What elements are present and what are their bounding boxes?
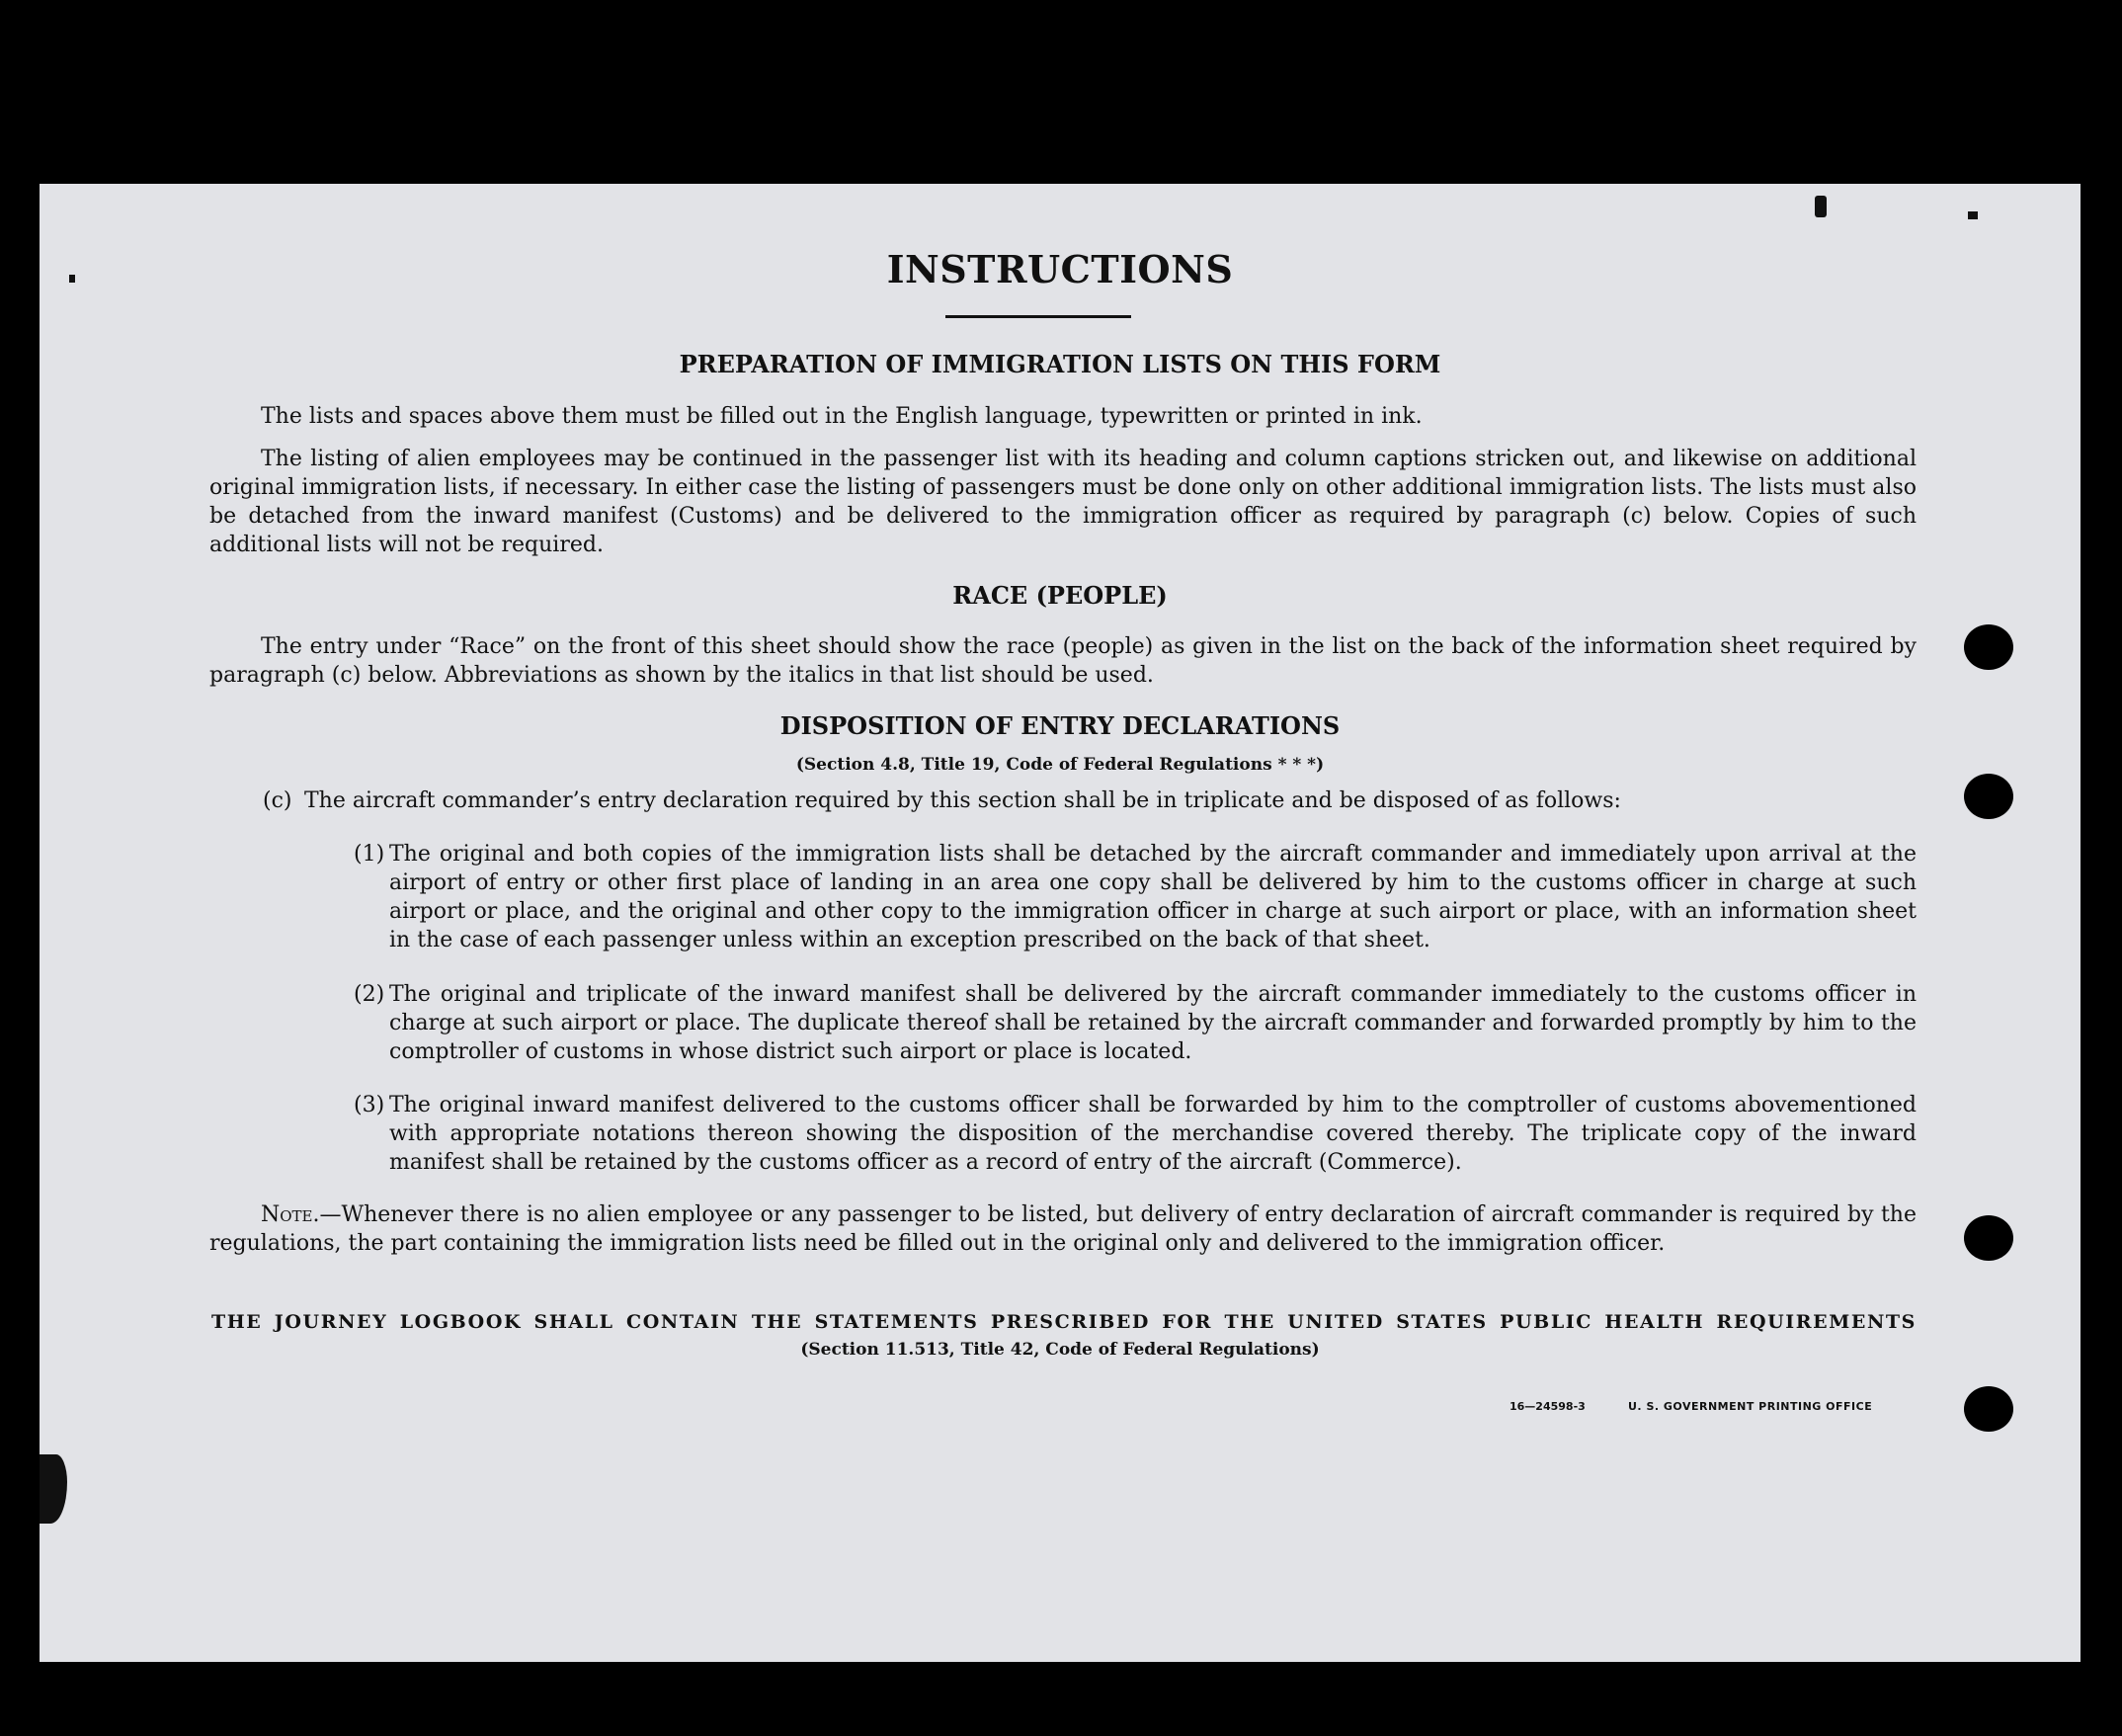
- logbook-statement: THE JOURNEY LOGBOOK SHALL CONTAIN THE STATEMENTS PRESCRIBED FOR THE UNITED STATES PUBLIC HEALTH REQUIREMENTS: [211, 1311, 1917, 1333]
- title-underline: [945, 315, 1131, 318]
- binder-hole: [1964, 624, 2013, 670]
- scan-speck: [1968, 211, 1978, 219]
- list-item: [354, 1091, 1917, 1177]
- list-item: [354, 840, 1917, 954]
- binder-hole: [1964, 774, 2013, 819]
- preparation-paragraph-1: The lists and spaces above them must be filled out in the English language, typewritten or printed in ink.: [261, 404, 1423, 429]
- document-page: [40, 184, 2081, 1662]
- intro-label: (c): [263, 788, 292, 813]
- binder-hole: [1964, 1386, 2013, 1432]
- race-paragraph: The entry under “Race” on the front of this sheet should show the race (people) as given in the list on the back of the information sheet required by paragraph (c) below. Abbreviations as shown by the italics in that list should be used.: [209, 634, 1917, 688]
- preparation-paragraph-2: The listing of alien employees may be continued in the passenger list with its heading and column captions stricken out, and likewise on additional original immigration lists, if necessary. In either case the listing of passengers must be done only on other additional immigration lists. The lists must also be detached from the inward manifest (Customs) and be delivered to the immigration officer as required by paragraph (c) below. Copies of such additional lists will not be required.: [209, 447, 1917, 557]
- disposition-intro: [263, 786, 1917, 815]
- preparation-heading: PREPARATION OF IMMIGRATION LISTS ON THIS FORM: [679, 350, 1441, 378]
- list-item: [354, 980, 1917, 1066]
- page-tear: [40, 1454, 67, 1524]
- printer-imprint: U. S. GOVERNMENT PRINTING OFFICE: [1628, 1400, 1873, 1413]
- disposition-heading: DISPOSITION OF ENTRY DECLARATIONS: [779, 711, 1341, 740]
- item-number: (1): [354, 842, 385, 867]
- race-heading: RACE (PEOPLE): [952, 581, 1168, 610]
- item-number: (2): [354, 982, 385, 1007]
- intro-text: The aircraft commander’s entry declaration required by this section shall be in triplicate and be disposed of as follows:: [304, 788, 1621, 813]
- item-number: (3): [354, 1093, 385, 1117]
- note-text: —Whenever there is no alien employee or any passenger to be listed, but delivery of entry declaration of aircraft commander is required by the regulations, the part containing the immigration lists need be filled out in the original only and delivered to the immigration officer.: [209, 1202, 1917, 1256]
- disposition-citation: (Section 4.8, Title 19, Code of Federal Regulations * * *): [795, 755, 1325, 775]
- item-text: The original and triplicate of the inward manifest shall be delivered by the aircraft commander immediately to the customs officer in charge at such airport or place. The duplicate thereof shall be retained by the aircraft commander and forwarded promptly by him to the comptroller of customs in whose district such airport or place is located.: [389, 982, 1917, 1064]
- page-title: INSTRUCTIONS: [886, 247, 1234, 291]
- item-text: The original inward manifest delivered to the customs officer shall be forwarded by him to the comptroller of customs abovementioned with appropriate notations thereon showing the disposition of the merchandise covered thereby. The triplicate copy of the inward manifest shall be retained by the customs officer as a record of entry of the aircraft (Commerce).: [389, 1093, 1917, 1175]
- scan-speck: [69, 275, 75, 283]
- scan-speck: [1815, 196, 1827, 217]
- note-paragraph: [209, 1200, 1917, 1258]
- binder-hole: [1964, 1215, 2013, 1261]
- logbook-citation: (Section 11.513, Title 42, Code of Federal Regulations): [800, 1340, 1320, 1360]
- note-label: Note.: [261, 1202, 320, 1227]
- item-text: The original and both copies of the immigration lists shall be detached by the aircraft commander and immediately upon arrival at the airport of entry or other first place of landing in an area one copy shall be delivered by him to the customs officer in charge at such airport or place, and the original and other copy to the immigration officer in charge at such airport or place, with an information sheet in the case of each passenger unless within an exception prescribed on the back of that sheet.: [389, 842, 1917, 952]
- form-number: 16—24598-3: [1510, 1400, 1586, 1413]
